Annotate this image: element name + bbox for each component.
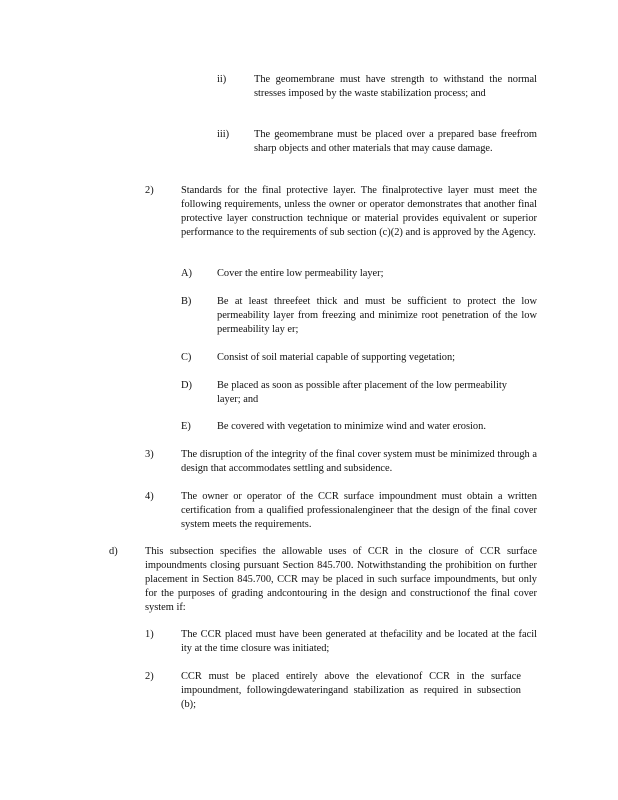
item-label: C) <box>181 352 192 363</box>
item-text: CCR must be placed entirely above the elevationof CCR in the surface impoundment, followingdewateringand stabilization as required in subsection (b); <box>181 671 521 710</box>
item-label: 2) <box>145 671 154 682</box>
item-label: 4) <box>145 491 154 502</box>
item-label: iii) <box>217 129 230 140</box>
item-text: The disruption of the integrity of the final cover system must be minimized through a design that accommodates settling and subsidence. <box>181 449 537 474</box>
item-text: The owner or operator of the CCR surface impoundment must obtain a written certification from a qualified professionalengineer that the design of the final cover system meets the requirements. <box>181 491 537 530</box>
item-text: Standards for the final protective layer. The finalprotective layer must meet the following requirements, unless the owner or operator demonstrates that another final protective layer construction technique or material provides equivalent or superior performance to the requirements of sub section (c)(2) and is approved by the Agency. <box>181 185 537 238</box>
item-text: The geomembrane must have strength to withstand the normal stresses imposed by the waste stabilization process; and <box>254 74 537 99</box>
item-label: 1) <box>145 629 154 640</box>
item-label: 2) <box>145 185 154 196</box>
item-text: Be placed as soon as possible after placement of the low permeability layer; and <box>217 380 507 405</box>
item-label: 3) <box>145 449 154 460</box>
item-text: Consist of soil material capable of supporting vegetation; <box>217 352 456 363</box>
item-label: d) <box>109 546 118 557</box>
item-text: This subsection specifies the allowable uses of CCR in the closure of CCR surface impoundments closing pursuant Section 845.700. Notwithstanding the prohibition on further placement in Section 845.700, CCR may be placed in such surface impoundments, but only for the purposes of grading andcontouring in the design and constructionof the final cover system if: <box>145 546 537 613</box>
item-text: The geomembrane must be placed over a prepared base freefrom sharp objects and other materials that may cause damage. <box>254 129 537 154</box>
item-label: E) <box>181 421 191 432</box>
item-label: D) <box>181 380 192 391</box>
item-text: Be covered with vegetation to minimize wind and water erosion. <box>217 421 486 432</box>
item-text: Be at least threefeet thick and must be sufficient to protect the low permeability layer from freezing and minimize root penetration of the low permeability lay er; <box>217 296 537 335</box>
item-label: ii) <box>217 74 227 85</box>
item-text: The CCR placed must have been generated at thefacility and be located at the facil ity at the time closure was initiated; <box>181 629 537 654</box>
item-text: Cover the entire low permeability layer; <box>217 268 384 279</box>
item-label: A) <box>181 268 192 279</box>
item-label: B) <box>181 296 192 307</box>
